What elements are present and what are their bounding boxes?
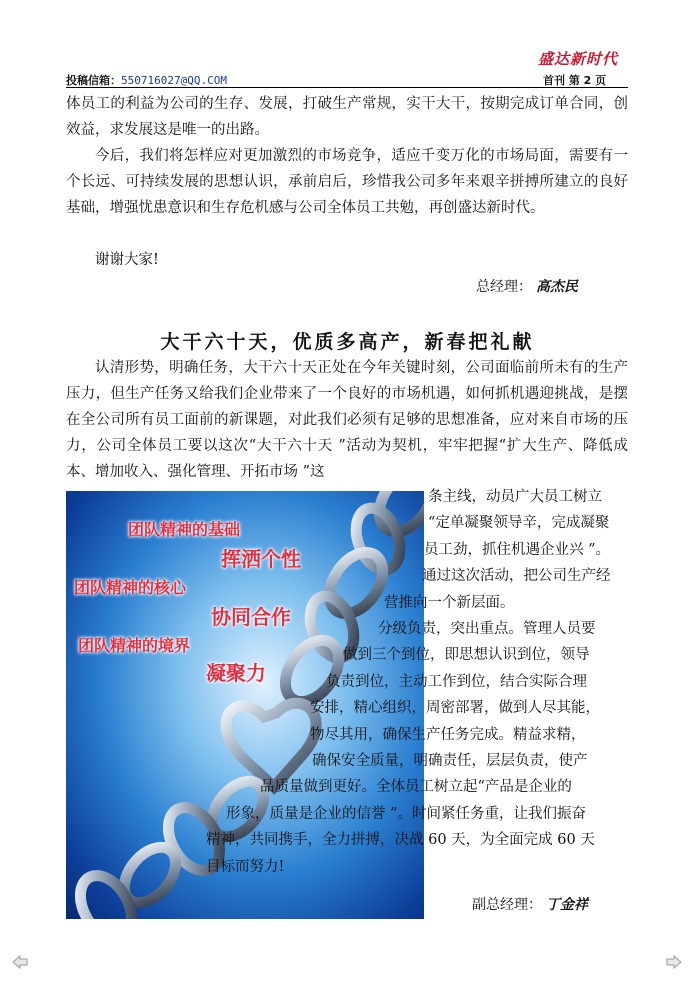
text-line: 安排，精心组织，周密部署，做到人尽其能，: [310, 700, 600, 717]
poster-slogan-2: 挥洒个性: [221, 547, 301, 571]
signature-name: 高杰民: [536, 279, 578, 295]
text-line: 形象，质量是企业的信誉 ”。时间紧任务重，让我们振奋: [226, 805, 587, 822]
email-address[interactable]: 550716027@QQ.COM: [121, 74, 227, 87]
email-label: 投稿信箱：: [66, 74, 121, 87]
header-divider: [66, 87, 628, 88]
poster-slogan-5: 团队精神的境界: [78, 636, 191, 655]
poster-slogan-1: 团队精神的基础: [128, 520, 241, 539]
article1-signature: [476, 276, 578, 296]
article2-signature: [472, 894, 588, 914]
signature-title: 总经理：: [476, 279, 532, 295]
article2-title: 大干六十天，优质多高产，新春把礼献: [160, 331, 535, 353]
article1-paragraph-2: 今后，我们将怎样应对更加激烈的市场竞争，适应千变万化的市场局面，需要有一个长远、可持续发展的思想认识，承前启后，珍惜我公司多年来艰辛拼搏所建立的良好基础，增强忧患意识和生存危机感与公司全体员工共勉，再创盛达新时代。: [66, 148, 628, 216]
text-line: 通过这次活动，把公司生产经: [422, 568, 611, 585]
issue-page-number: 首刊 第 2 页: [543, 74, 607, 87]
article1-paragraph-1: 体员工的利益为公司的生存、发展，打破生产常规，实干大干，按期完成订单合同，创效益，求发展这是唯一的出路。: [66, 96, 628, 138]
arrow-left-icon[interactable]: [12, 955, 28, 969]
publication-brand: 盛达新时代: [538, 50, 619, 68]
text-line: 分级负责，突出重点。管理人员要: [378, 621, 596, 638]
signature-name: 丁金祥: [546, 897, 588, 913]
article1-paragraph-3: 谢谢大家!: [95, 252, 159, 268]
text-line: 物尽其用，确保生产任务完成。精益求精，: [310, 726, 586, 743]
arrow-right-icon[interactable]: [666, 955, 682, 969]
submission-email-line: [66, 72, 227, 88]
text-line: 目标而努力!: [206, 858, 285, 875]
text-line: 营推向一个新层面。: [384, 594, 515, 611]
poster-slogan-3: 团队精神的核心: [74, 578, 187, 597]
text-line: 确保安全质量，明确责任，层层负责，使产: [312, 753, 588, 770]
text-line: 品质量做到更好。全体员工树立起“产品是企业的: [260, 779, 572, 796]
article2-wrapped-text: [66, 484, 628, 880]
text-line: 条主线，动员广大员工树立: [428, 489, 602, 505]
text-line: 精神，共同携手，全力拼搏，决战 60 天，为全面完成 60 天: [206, 832, 595, 849]
text-line: 员工劲，抓住机遇企业兴 ”。: [424, 541, 611, 558]
text-line: “定单凝聚领导辛，完成凝聚: [428, 515, 610, 532]
text-line: 做到三个到位，即思想认识到位，领导: [343, 647, 590, 664]
article2-paragraph-top: 认清形势，明确任务，大干六十天正处在今年关键时刻，公司面临前所未有的生产压力，但生产任务又给我们企业带来了一个良好的市场机遇，如何抓机遇迎挑战，是摆在全公司所有员工面前的新课题，对此我们必须有足够的思想准备，应对来自市场的压力，公司全体员工要以这次“大干六十天 ”活动为契机，牢牢把握“扩大生产、降低成本、增加收入、强化管理、开拓市场 ”这: [66, 360, 628, 480]
text-line: 负责到位，主动工作到位，结合实际合理: [326, 673, 587, 690]
poster-slogan-6: 凝聚力: [206, 661, 266, 685]
signature-title: 副总经理：: [472, 897, 542, 913]
poster-slogan-4: 协同合作: [211, 605, 291, 629]
